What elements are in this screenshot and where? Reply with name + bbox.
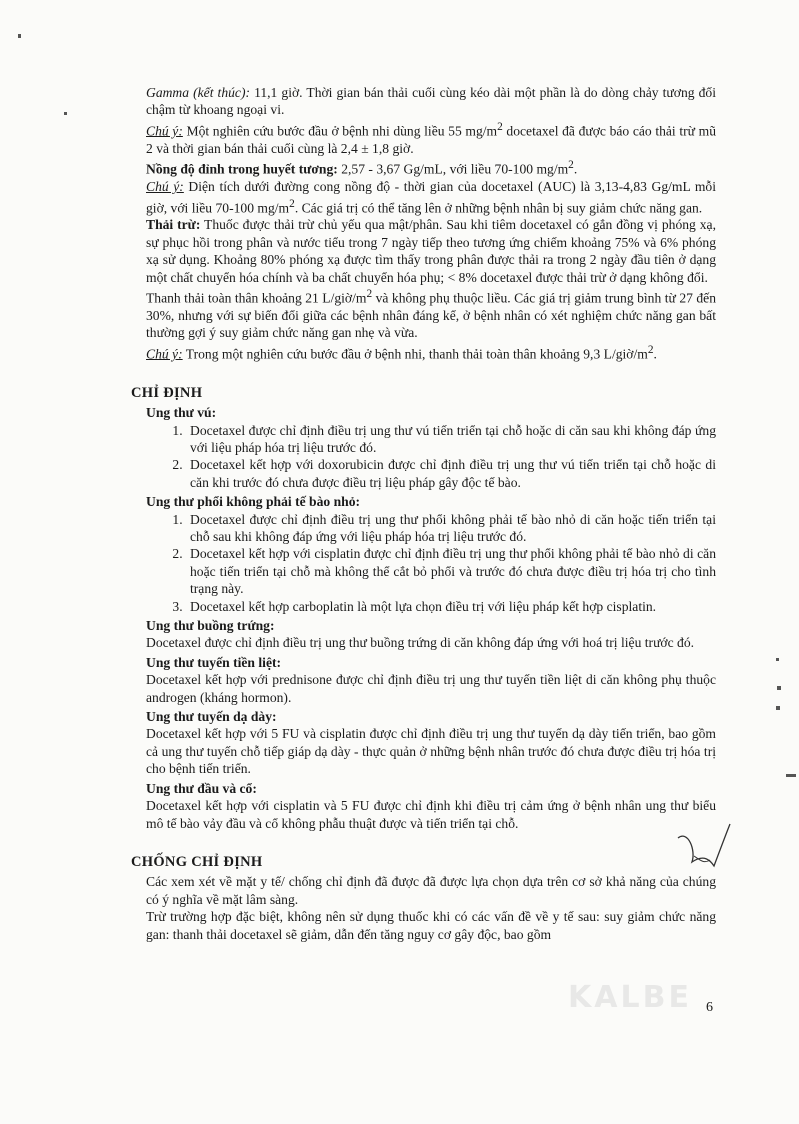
head-neck-cancer-text: Docetaxel kết hợp với cisplatin và 5 FU được chỉ định khi điều trị cảm ứng ở bệnh nhân ung thư biểu mô tế bào vảy đầu và cổ không phẫu thuật được và tiến triển tại chỗ. — [146, 798, 716, 831]
superscript: 2 — [647, 343, 654, 356]
prostate-cancer-text: Docetaxel kết hợp với prednisone được chỉ định điều trị ung thư tuyến tiền liệt di căn không phụ thuộc androgen (kháng hormon). — [146, 672, 716, 705]
note-text: docetaxel đã được báo cáo thải trừ mũ 2 và thời gian bán thải cuối cùng là 2,4 ± 1,8 giờ. — [146, 123, 716, 156]
gamma-paragraph — [146, 84, 716, 119]
cmax-label: Nồng độ đỉnh trong huyết tương: — [146, 161, 338, 177]
clearance-text: Thanh thải toàn thân khoảng 21 L/giờ/m — [146, 290, 367, 306]
cmax-text: 2,57 - 3,67 Gg/mL, với liều 70-100 mg/m — [337, 161, 569, 177]
elimination-label: Thải trừ: — [146, 217, 201, 233]
list-item: 2. Docetaxel kết hợp với doxorubicin được chỉ định điều trị ung thư vú tiến triển tại chỗ hoặc di căn khi trước đó chưa được điều trị liệu pháp gây độc tế bào. — [186, 456, 716, 491]
gamma-label: Gamma (kết thúc): — [146, 85, 250, 100]
list-item: 2. Docetaxel kết hợp với cisplatin được chỉ định điều trị ung thư phổi không phải tế bào nhỏ di căn hoặc tiến triển tại chỗ mà không thể cắt bỏ phổi và trước đó chưa được điều trị hóa trị cho tình trạng này. — [186, 545, 716, 597]
list-item: 1. Docetaxel được chỉ định điều trị ung thư vú tiến triển tại chỗ hoặc di căn sau khi không đáp ứng với liệu pháp hóa trị liệu trước đó. — [186, 422, 716, 457]
note-text: Một nghiên cứu bước đầu ở bệnh nhi dùng liều 55 mg/m — [182, 123, 498, 139]
contraindications-heading: CHỐNG CHỈ ĐỊNH — [131, 853, 263, 870]
note-label: Chú ý: — [146, 123, 183, 139]
note-text: . Các giá trị có thể tăng lên ở những bệnh nhân bị suy giảm chức năng gan. — [294, 200, 703, 216]
cmax-paragraph — [146, 157, 716, 178]
watermark: KALBE — [568, 980, 692, 1015]
head-neck-cancer-heading: Ung thư đầu và cổ: — [146, 780, 257, 796]
nsclc-list — [146, 511, 716, 615]
note-text: Trong một nghiên cứu bước đầu ở bệnh nhi, thanh thải toàn thân khoảng 9,3 L/giờ/m — [182, 346, 648, 362]
superscript: 2 — [568, 159, 574, 172]
contraindications-paragraph-2: Trừ trường hợp đặc biệt, không nên sử dụng thuốc khi có các vấn đề về y tế sau: suy giảm chức năng gan: thanh thải docetaxel sẽ giảm, dẫn đến tăng nguy cơ gây độc, bao gồm — [146, 909, 716, 942]
gamma-text: 11,1 giờ. Thời gian bán thải cuối cùng kéo dài một phần là do dòng chảy tương đối chậm từ khoang ngoại vi. — [146, 85, 716, 118]
cmax-tail: . — [573, 161, 578, 177]
scan-speck — [777, 686, 781, 690]
elimination-text: Thuốc được thải trừ chủ yếu qua mật/phân. Sau khi tiêm docetaxel có gắn đồng vị phóng xạ, sự phục hồi trong phân và nước tiểu trong 7 ngày tiếp theo tương ứng chiếm khoảng 75% và 6% phóng xạ sử dụng. Khoảng 80% phóng xạ được tìm thấy trong phân được thải ra trong 2 ngày đầu tiên ở dạng một chất chuyển hóa chính và ba chất chuyển hóa phụ; < 8% docetaxel được thải trừ ở dạng không đổi. — [146, 217, 716, 285]
superscript: 2 — [289, 197, 295, 210]
note-pediatric-clearance — [146, 342, 716, 363]
signature-mark — [674, 820, 734, 880]
ovarian-cancer-text: Docetaxel được chỉ định điều trị ung thư buồng trứng di căn không đáp ứng với hoá trị liệu trước đó. — [146, 635, 695, 651]
scan-speck — [18, 34, 21, 38]
gastric-cancer-text: Docetaxel kết hợp với 5 FU và cisplatin được chỉ định điều trị ung thư tuyến dạ dày tiến triển, bao gồm cả ung thư tuyến chỗ tiếp giáp dạ dày - thực quản ở những bệnh nhân trước đó chưa được điều trị hóa trị cho bệnh tiến triển. — [146, 726, 716, 777]
gastric-cancer-heading: Ung thư tuyến dạ dày: — [146, 709, 277, 725]
superscript: 2 — [366, 288, 373, 301]
indications-heading: CHỈ ĐỊNH — [131, 384, 203, 401]
breast-cancer-list — [146, 422, 716, 492]
scan-speck — [776, 706, 780, 710]
note-pediatric-halflife — [146, 119, 716, 157]
prostate-cancer-heading: Ung thư tuyến tiền liệt: — [146, 654, 282, 670]
superscript: 2 — [497, 120, 503, 133]
list-item: 3. Docetaxel kết hợp carboplatin là một lựa chọn điều trị với liệu pháp kết hợp cisplatin. — [186, 598, 716, 615]
note-label: Chú ý: — [146, 179, 184, 195]
note-auc — [146, 178, 716, 216]
contraindications-paragraph-1: Các xem xét về mặt y tế/ chống chỉ định đã được đã được lựa chọn dựa trên cơ sở khả năng của chúng có ý nghĩa về mặt lâm sàng. — [146, 874, 716, 907]
ovarian-cancer-heading: Ung thư buồng trứng: — [146, 618, 275, 634]
scan-speck — [64, 112, 67, 115]
clearance-paragraph — [146, 286, 716, 342]
note-text: . — [653, 346, 657, 362]
document-body — [131, 84, 717, 943]
scan-speck — [786, 774, 796, 777]
note-label: Chú ý: — [146, 346, 183, 362]
list-item: 1. Docetaxel được chỉ định điều trị ung thư phổi không phải tế bào nhỏ di căn hoặc tiến triển tại chỗ sau khi không đáp ứng với liệu pháp hóa trị liệu trước đó. — [186, 511, 716, 546]
note-text: Diện tích dưới đường cong nồng độ - thời gian của docetaxel (AUC) là 3,13-4,83 Gg/mL mỗi giờ, với liều 70-100 mg/m — [146, 179, 717, 216]
clearance-text: và không phụ thuộc liều. Các giá trị giảm trung bình từ 27 đến 30%, nhưng với sự biến đổi giữa các bệnh nhân đáng kể, ở bệnh nhân có xét nghiệm chức năng gan bất thường gợi ý suy giảm chức năng gan nhẹ và vừa. — [146, 290, 716, 341]
elimination-paragraph — [146, 216, 716, 286]
page-number: 6 — [706, 1000, 713, 1015]
scan-speck — [776, 658, 779, 661]
breast-cancer-heading: Ung thư vú: — [146, 405, 217, 421]
nsclc-heading: Ung thư phổi không phải tế bào nhỏ: — [146, 494, 361, 510]
